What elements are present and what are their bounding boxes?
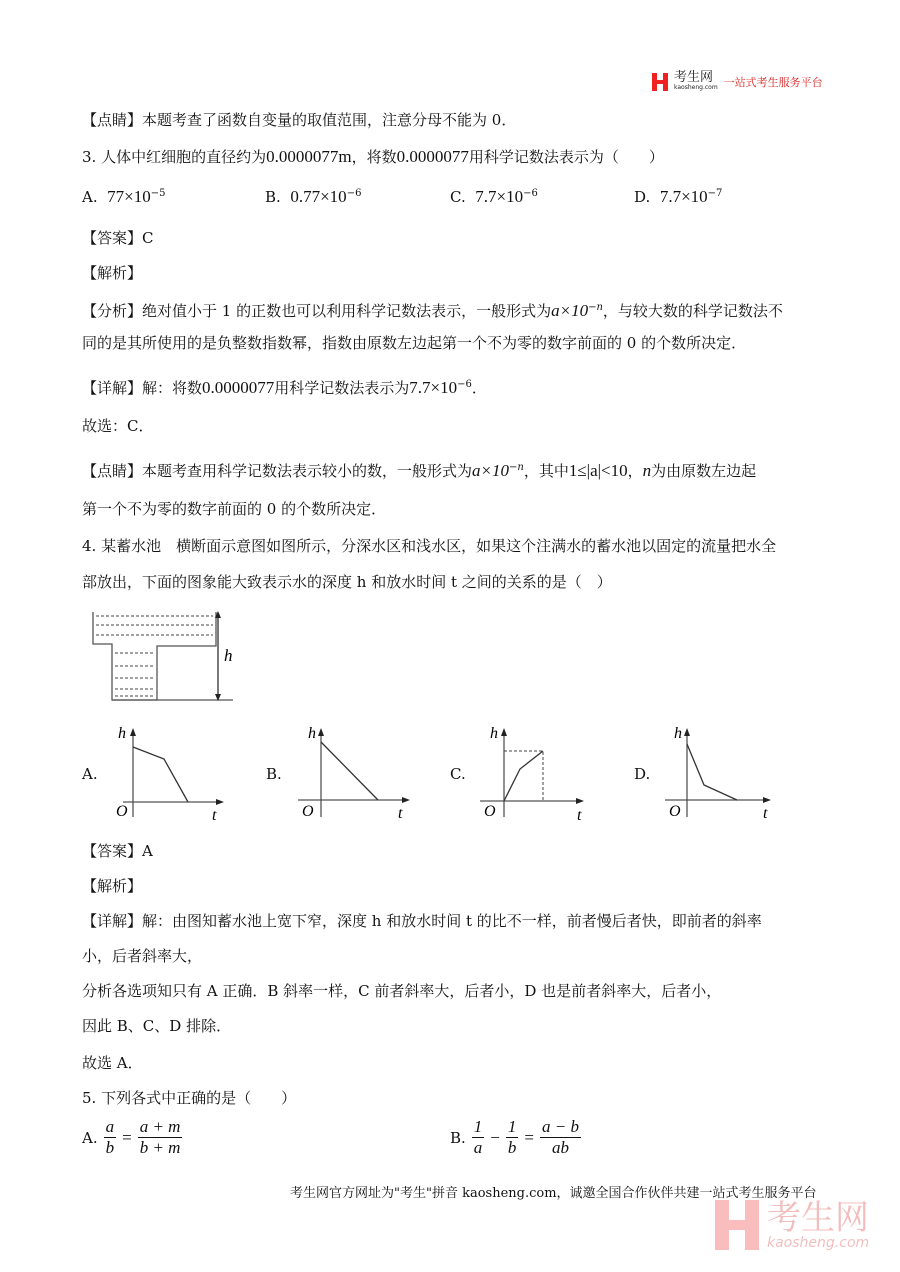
svg-text:O: O	[484, 803, 496, 820]
svg-text:h: h	[118, 725, 126, 742]
q3-note-2: 第一个不为零的数字前面的 0 的个数所决定．	[82, 500, 387, 518]
logo-text: 考生网	[674, 70, 714, 85]
q3-answer: 【答案】C	[82, 229, 154, 247]
depth-label: h	[224, 646, 233, 665]
logo-icon	[652, 73, 668, 91]
svg-text:h: h	[490, 725, 498, 742]
q3-analysis-1: 【分析】绝对值小于 1 的正数也可以利用科学记数法表示，一般形式为$a\times 10^{-n}$，与较大数的科学记数法不	[82, 301, 783, 320]
q4-graph-d[interactable]	[665, 722, 785, 822]
svg-text:O: O	[116, 803, 128, 820]
q3-analysis-2: 同的是其所使用的是负整数指数幂，指数由原数左边起第一个不为零的数字前面的 0 的个数所决定．	[82, 334, 747, 352]
q3-option-d[interactable]: D. $7.7\times 10^{-7}$	[634, 187, 723, 206]
header-logo	[652, 72, 823, 91]
header-slogan: 一站式考生服务平台	[723, 75, 823, 89]
svg-text:t: t	[577, 807, 582, 822]
q2-note: 【点睛】本题考查了函数自变量的取值范围，注意分母不能为 0．	[82, 111, 517, 129]
q4-detail-4: 因此 B、C、D 排除．	[82, 1017, 232, 1035]
q4-graph-b[interactable]	[298, 722, 418, 822]
q4-option-c-label[interactable]: C.	[450, 765, 466, 783]
graph-a-line	[133, 747, 188, 802]
q5-option-a[interactable]: A. $\frac{a}{b}$ = $\frac{a + m}{b + m}$	[82, 1117, 181, 1157]
q4-detail-3: 分析各选项知只有 A 正确．B 斜率一样，C 前者斜率大，后者小，D 也是前者斜率大，后者小，	[82, 982, 722, 1000]
q3-option-a[interactable]: A. $77\times 10^{-5}$	[82, 187, 166, 206]
q3-stem: 3. 人体中红细胞的直径约为0.0000077m，将数0.0000077用科学记数法表示为（ ）	[82, 147, 664, 166]
graph-d-line	[687, 744, 737, 800]
q3-option-b[interactable]: B. $0.77\times 10^{-6}$	[265, 187, 362, 206]
logo-sub: kaosheng.com	[674, 84, 718, 91]
q4-stem-1: 4. 某蓄水池 横断面示意图如图所示，分深水区和浅水区，如果这个注满水的蓄水池以固定的流量把水全	[82, 537, 777, 555]
svg-text:t: t	[398, 805, 403, 822]
svg-text:t: t	[212, 807, 217, 822]
q4-detail-1: 【详解】解：由图知蓄水池上宽下窄，深度 h 和放水时间 t 的比不一样，前者慢后者快，即前者的斜率	[82, 912, 762, 930]
q5-option-b[interactable]: B. $\frac{1}{a}$ − $\frac{1}{b}$ = $\frac{a - b}{ab}$	[450, 1117, 579, 1157]
graph-c-line	[504, 751, 543, 801]
svg-text:t: t	[763, 805, 768, 822]
q4-graph-a[interactable]	[108, 722, 228, 822]
q4-option-a-label[interactable]: A.	[82, 765, 98, 783]
q3-option-c[interactable]: C. $7.7\times 10^{-6}$	[450, 187, 538, 206]
graph-b-line	[321, 742, 378, 800]
q3-analysis-heading: 【解析】	[82, 264, 143, 282]
svg-text:h: h	[308, 725, 316, 742]
svg-text:h: h	[674, 725, 682, 742]
q4-option-b-label[interactable]: B.	[266, 765, 282, 783]
footer-text: 考生网官方网址为"考生"拼音 kaosheng.com，诚邀全国合作伙伴共建一站式考生服务平台	[290, 1186, 817, 1201]
q3-choice: 故选：C．	[82, 417, 154, 435]
q4-graph-c[interactable]	[480, 722, 600, 822]
q3-detail: 【详解】解：将数0.0000077用科学记数法表示为$7.7\times 10^{-6}$．	[82, 378, 487, 397]
q4-detail-2: 小，后者斜率大，	[82, 947, 203, 965]
q4-analysis-heading: 【解析】	[82, 877, 143, 895]
q4-answer: 【答案】A	[82, 842, 153, 860]
q3-note-1: 【点睛】本题考查用科学记数法表示较小的数，一般形式为$a\times 10^{-n}$，其中1≤|a|<10，n为由原数左边起	[82, 461, 757, 480]
svg-text:O: O	[669, 803, 681, 820]
watermark-logo-icon	[715, 1200, 759, 1250]
q4-stem-2: 部放出，下面的图象能大致表示水的深度 h 和放水时间 t 之间的关系的是（ ）	[82, 573, 612, 591]
q5-stem: 5. 下列各式中正确的是（ ）	[82, 1089, 297, 1107]
reservoir-figure	[90, 608, 240, 704]
q4-option-d-label[interactable]: D.	[634, 765, 651, 783]
svg-text:O: O	[302, 803, 314, 820]
q4-choice: 故选 A．	[82, 1054, 143, 1072]
watermark: 考生网 kaosheng.com	[715, 1200, 869, 1250]
